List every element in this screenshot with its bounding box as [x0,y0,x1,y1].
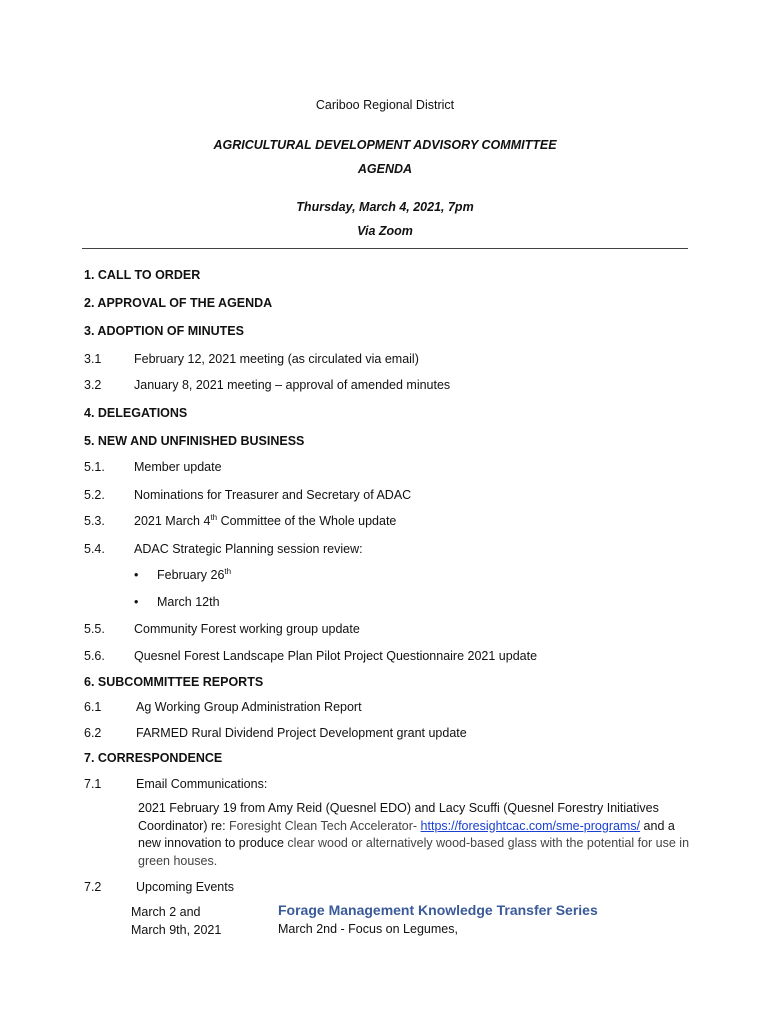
committee-title: AGRICULTURAL DEVELOPMENT ADVISORY COMMITTEE [213,138,557,152]
email-text: 2021 February 19 from Amy Reid (Quesnel EDO) and Lacy Scuffi (Quesnel Forestry Initiatives Coordinator) re: [138,801,659,833]
item-text: January 8, 2021 meeting – approval of amended minutes [134,378,451,392]
item-number: 6.2 [84,726,102,740]
bullet-icon: • [134,595,139,609]
item-text: Quesnel Forest Landscape Plan Pilot Project Questionnaire 2021 update [134,649,538,663]
section-subcommittee-reports: 6. SUBCOMMITTEE REPORTS [84,675,264,689]
item-text-a: 2021 March 4 [134,514,211,528]
event-dates-line2: March 9th, 2021 [131,923,222,937]
item-text [134,514,396,528]
email-text: and a new innovation to produce [138,818,675,850]
item-number: 5.3. [84,514,105,528]
email-subject: Foresight Clean Tech Accelerator- [229,818,421,833]
bullet-icon: • [134,568,139,582]
item-number: 7.2 [84,880,102,894]
bullet-label: February 26 [157,568,225,582]
meeting-venue: Via Zoom [357,224,413,238]
email-text: clear wood or alternatively wood-based glass with the potential for use in green houses. [138,836,690,868]
item-text: Email Communications: [136,777,268,791]
item-number: 5.4. [84,542,105,556]
section-correspondence: 7. CORRESPONDENCE [84,751,223,765]
event-dates-line1: March 2 and [131,905,201,919]
item-number: 5.2. [84,488,105,502]
item-number: 3.1 [84,352,102,366]
item-text: Member update [134,460,222,474]
section-new-business: 5. NEW AND UNFINISHED BUSINESS [84,434,305,448]
org-name: Cariboo Regional District [315,98,455,112]
item-number: 5.5. [84,622,105,636]
item-number: 5.1. [84,460,105,474]
item-text: Community Forest working group update [134,622,360,636]
section-adoption-minutes: 3. ADOPTION OF MINUTES [84,324,244,338]
item-text: Nominations for Treasurer and Secretary of ADAC [134,488,412,502]
email-paragraph [138,800,694,870]
header-divider [82,248,688,249]
item-text: February 12, 2021 meeting (as circulated via email) [134,352,419,366]
section-call-to-order: 1. CALL TO ORDER [84,268,201,282]
item-text: Ag Working Group Administration Report [136,700,362,714]
item-text: FARMED Rural Dividend Project Development grant update [136,726,467,740]
item-number: 7.1 [84,777,102,791]
event-first-session: March 2nd - Focus on Legumes, [278,922,458,936]
item-text: ADAC Strategic Planning session review: [134,542,363,556]
item-number: 3.2 [84,378,102,392]
bullet-text [157,568,231,582]
event-series-title: Forage Management Knowledge Transfer Series [278,902,598,918]
foresight-link[interactable]: https://foresightcac.com/sme-programs/ [420,818,641,833]
section-approval-agenda: 2. APPROVAL OF THE AGENDA [84,296,273,310]
item-text: Upcoming Events [136,880,234,894]
doc-type: AGENDA [357,162,413,176]
meeting-date: Thursday, March 4, 2021, 7pm [296,200,474,214]
section-delegations: 4. DELEGATIONS [84,406,188,420]
item-text-b: Committee of the Whole update [217,514,397,528]
bullet-text: March 12th [157,595,220,609]
ordinal-suffix: th [224,567,232,576]
item-number: 5.6. [84,649,105,663]
ordinal-suffix: th [210,513,218,522]
item-number: 6.1 [84,700,102,714]
